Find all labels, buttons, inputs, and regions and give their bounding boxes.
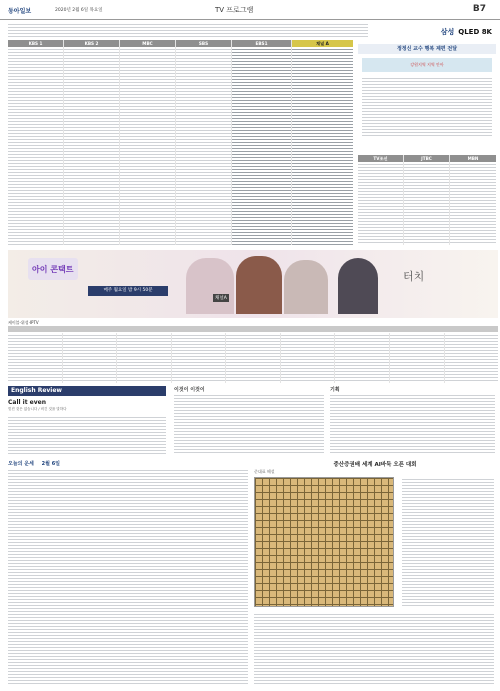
- horoscope-date: 2월 6일: [41, 461, 61, 467]
- cast-photo-2: [236, 256, 282, 314]
- page-header: [0, 0, 500, 20]
- cable-column: [281, 333, 336, 383]
- puzzle-body: [174, 393, 324, 455]
- listing-mbn: [450, 162, 496, 245]
- tv-schedule-grid: [8, 40, 353, 245]
- show-title-right: 터치: [403, 270, 425, 283]
- channel-ebs1: EBS1: [232, 40, 292, 47]
- drama-ad-banner: [8, 250, 498, 318]
- cable-column: [445, 333, 499, 383]
- listing-mbc: [120, 47, 176, 245]
- cable-column: [335, 333, 390, 383]
- show-time-left: 매주 월요일 밤 9시 50분: [88, 286, 168, 296]
- cast-photo-1: [186, 258, 234, 314]
- listing-kbs1: [8, 47, 64, 245]
- go-board: [254, 477, 394, 607]
- horoscope: [8, 460, 248, 688]
- go-game-title: 중산증권배 세계 AI바둑 오픈 대회: [333, 462, 417, 468]
- samsung-headline: 정정신 교수 행복 제편 전달: [358, 44, 496, 54]
- english-review-body: [8, 415, 166, 455]
- samsung-body: [362, 76, 492, 136]
- page-number: B7: [472, 4, 486, 14]
- samsung-subhead: 강원지역 지역 안아: [362, 58, 492, 72]
- cast-photo-3: [284, 260, 328, 314]
- horoscope-header: [8, 460, 248, 468]
- cable-header: 케이블·위성·IPTV: [8, 320, 39, 325]
- show-logo-box: [28, 258, 78, 280]
- section-title: TV 프로그램: [215, 6, 254, 14]
- puzzle-title: 이것이 이것이: [174, 387, 205, 393]
- cable-column: [63, 333, 118, 383]
- samsung-ad: [358, 24, 496, 152]
- side-listings: [358, 162, 496, 245]
- side-channels: [358, 155, 496, 245]
- listing-ebs1: [232, 47, 292, 245]
- samsung-product: QLED 8K: [458, 28, 492, 36]
- channel-jtbc: JTBC: [404, 155, 450, 162]
- channel-a-badge: 채널A: [215, 296, 227, 301]
- listing-kbs2: [64, 47, 120, 245]
- go-game-sub: 준대표 해설: [254, 469, 275, 474]
- go-analysis: [254, 612, 494, 686]
- cast-photo-4: [338, 258, 378, 314]
- english-review-subtitle: Call it even: [8, 399, 46, 406]
- channel-kbs1: KBS 1: [8, 40, 64, 47]
- channel-a: 채널 A: [292, 40, 353, 47]
- channel-tvchosun: TV조선: [358, 155, 404, 162]
- listing-jtbc: [404, 162, 450, 245]
- go-game: [254, 460, 496, 688]
- puzzle-section: [174, 386, 324, 456]
- show-title-left: 아이 콘택트: [32, 265, 74, 274]
- cable-listings: [8, 333, 498, 383]
- channel-header-row: [8, 40, 353, 47]
- samsung-ad-header: [358, 24, 496, 40]
- english-review-title: English Review: [8, 386, 166, 396]
- cable-column: [117, 333, 172, 383]
- horoscope-body: [8, 468, 248, 686]
- cable-channel-header: [8, 326, 498, 332]
- cable-column: [172, 333, 227, 383]
- samsung-brand: 삼성: [440, 28, 455, 36]
- channel-mbc: MBC: [120, 40, 176, 47]
- side-channel-header: [358, 155, 496, 162]
- schedule-notes: [8, 22, 368, 38]
- horoscope-title: 오늘의 운세: [8, 461, 34, 467]
- go-commentary: [402, 477, 494, 607]
- right-puzzle-body: [330, 393, 495, 455]
- channel-sbs: SBS: [176, 40, 232, 47]
- channel-kbs2: KBS 2: [64, 40, 120, 47]
- listing-channel-a: [292, 47, 353, 245]
- english-review-desc: 빚진 것은 없습니다 / 비긴 것을 말하다: [8, 407, 67, 411]
- listing-columns: [8, 47, 353, 245]
- listing-sbs: [176, 47, 232, 245]
- cable-column: [390, 333, 445, 383]
- issue-date: 2020년 2월 6일 목요일: [55, 8, 103, 13]
- cable-column: [8, 333, 63, 383]
- english-review: [8, 386, 166, 456]
- listing-tvchosun: [358, 162, 404, 245]
- right-puzzle-title: 기획: [330, 387, 340, 393]
- cable-column: [226, 333, 281, 383]
- channel-mbn: MBN: [450, 155, 496, 162]
- right-puzzle: [330, 386, 495, 456]
- newspaper-logo: 동아일보: [8, 8, 32, 15]
